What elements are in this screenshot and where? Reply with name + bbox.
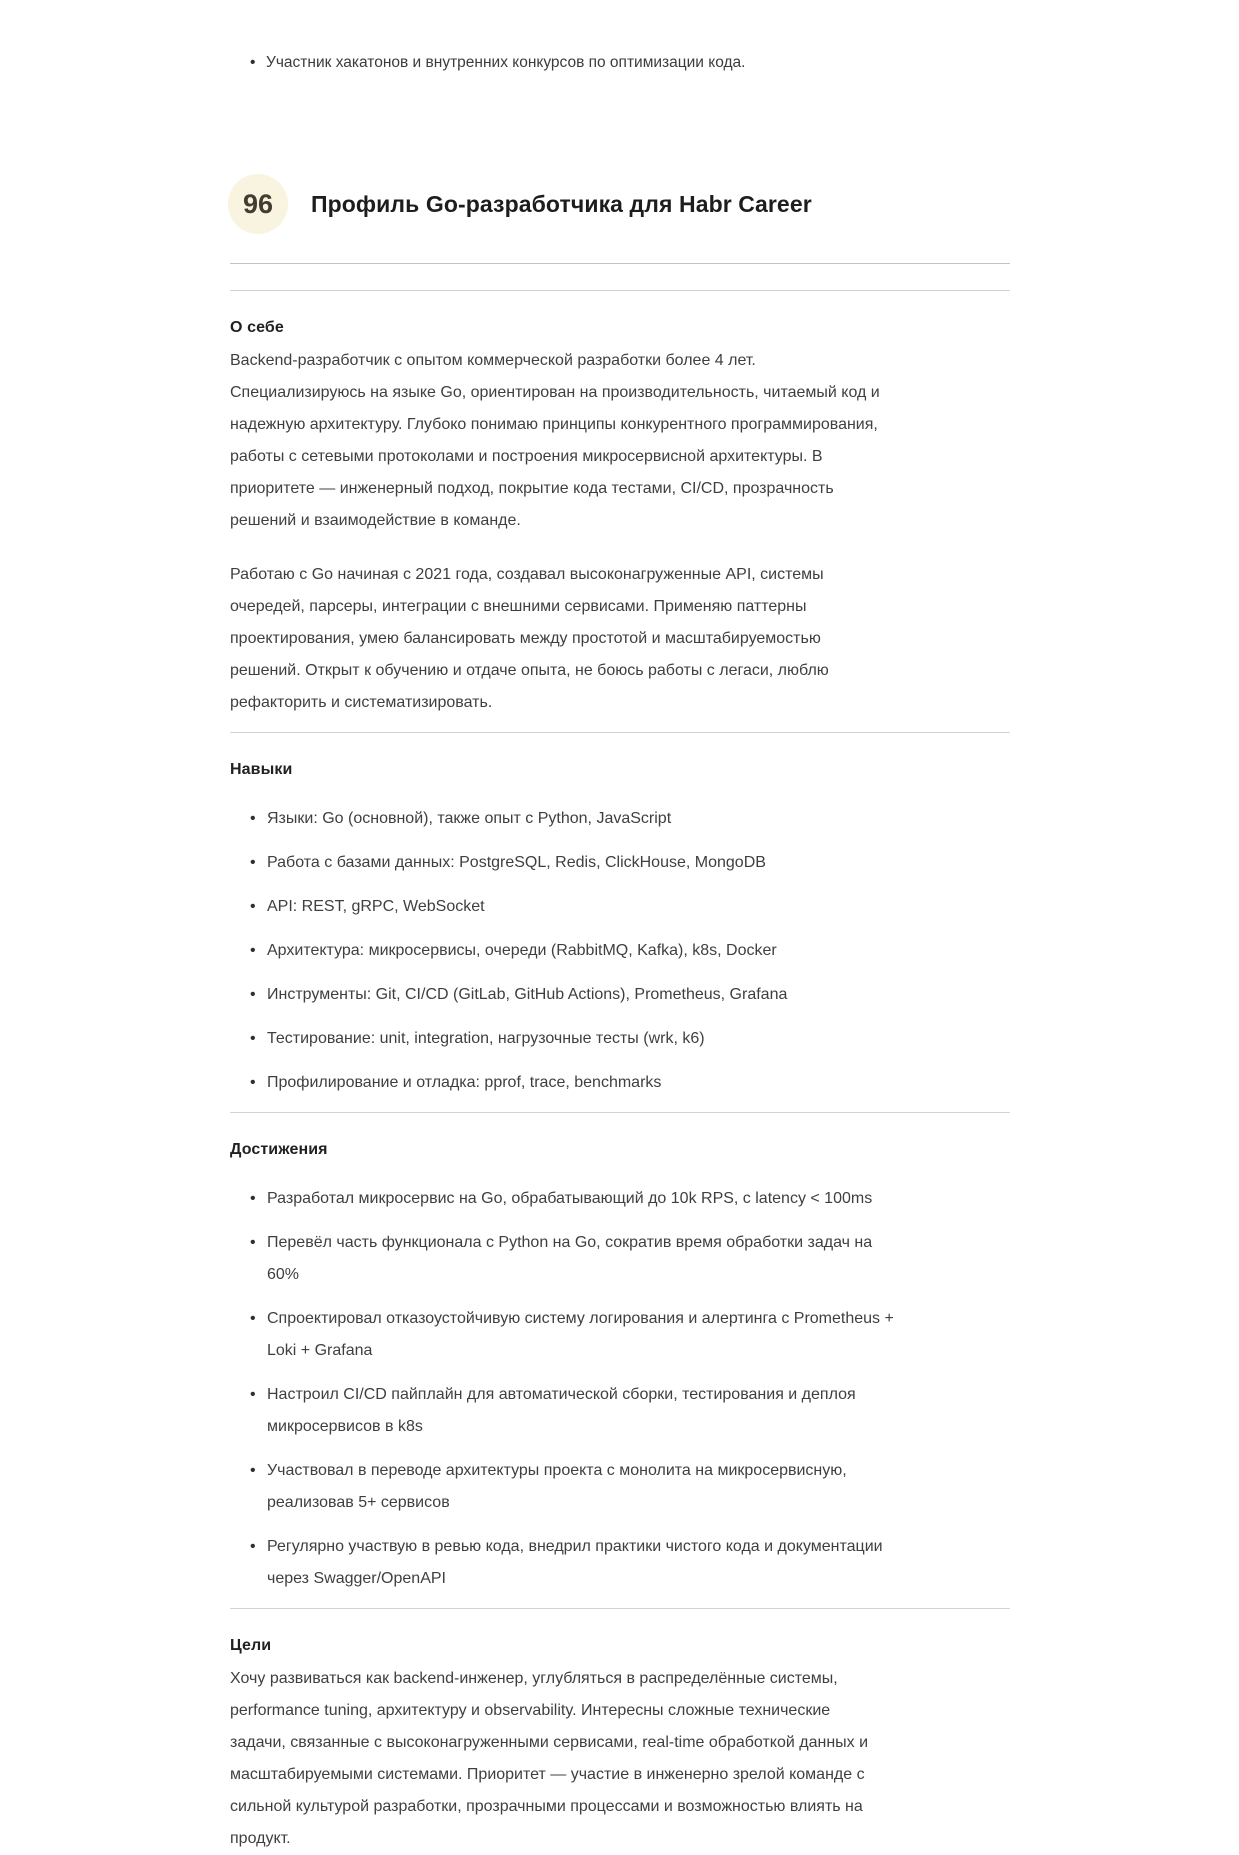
section-goals xyxy=(230,1637,1010,1855)
list-item: • Языки: Go (основной), также опыт с Python, JavaScript xyxy=(250,803,898,835)
paragraph: Backend-разработчик с опытом коммерческой разработки более 4 лет. Специализируюсь на языке Go, ориентирован на производительность, читаемый код и надежную архитектуру. Глубоко понимаю принципы конкурентного программирования, работы с сетевыми протоколами и построения микросервисной архитектуры. В приоритете — инженерный подход, покрытие кода тестами, CI/CD, прозрачность решений и взаимодействие в команде. xyxy=(230,352,880,529)
page-content xyxy=(230,52,1010,1855)
list-item: • Разработал микросервис на Go, обрабатывающий до 10k RPS, с latency < 100ms xyxy=(250,1183,898,1215)
intro-list xyxy=(250,52,1010,74)
achievements-list xyxy=(250,1183,1010,1595)
chapter-title: Профиль Go-разработчика для Habr Career xyxy=(311,190,812,217)
divider xyxy=(230,1112,1010,1113)
chapter-number-badge: 96 xyxy=(228,174,288,234)
section-heading-about: О себе xyxy=(230,319,284,336)
list-item: • Перевёл часть функционала с Python на Go, сократив время обработки задач на 60% xyxy=(250,1227,898,1291)
list-item: • Настроил CI/CD пайплайн для автоматической сборки, тестирования и деплоя микросервисов в k8s xyxy=(250,1379,898,1443)
list-item: • Профилирование и отладка: pprof, trace, benchmarks xyxy=(250,1067,898,1099)
section-heading-achievements: Достижения xyxy=(230,1141,328,1158)
section-heading-goals: Цели xyxy=(230,1637,272,1654)
section-heading-skills: Навыки xyxy=(230,761,293,778)
chapter-header xyxy=(228,174,1010,234)
list-item: • Участник хакатонов и внутренних конкурсов по оптимизации кода. xyxy=(250,52,1010,74)
list-item: • Участвовал в переводе архитектуры проекта с монолита на микросервисную, реализовав 5+ сервисов xyxy=(250,1455,898,1519)
paragraph: Хочу развиваться как backend-инженер, углубляться в распределённые системы, performance tuning, архитектуру и observability. Интересны сложные технические задачи, связанные с высоконагруженными сервисами, real-time обработкой данных и масштабируемыми системами. Приоритет — участие в инженерно зрелой команде с сильной культурой разработки, прозрачными процессами и возможностью влиять на продукт. xyxy=(230,1670,869,1847)
list-item: • Инструменты: Git, CI/CD (GitLab, GitHub Actions), Prometheus, Grafana xyxy=(250,979,898,1011)
divider xyxy=(230,732,1010,733)
list-item: • API: REST, gRPC, WebSocket xyxy=(250,891,898,923)
skills-list xyxy=(250,803,1010,1099)
section-achievements xyxy=(230,1141,1010,1595)
section-about xyxy=(230,319,1010,719)
list-item: • Регулярно участвую в ревью кода, внедрил практики чистого кода и документации через Swagger/OpenAPI xyxy=(250,1531,898,1595)
section-skills xyxy=(230,761,1010,1099)
list-item: • Спроектировал отказоустойчивую систему логирования и алертинга с Prometheus + Loki + Grafana xyxy=(250,1303,898,1367)
paragraph: Работаю с Go начиная с 2021 года, создавал высоконагруженные API, системы очередей, парсеры, интеграции с внешними сервисами. Применяю паттерны проектирования, умею балансировать между простотой и масштабируемостью решений. Открыт к обучению и отдаче опыта, не боюсь работы с легаси, люблю рефакторить и систематизировать. xyxy=(230,566,829,711)
list-item: • Тестирование: unit, integration, нагрузочные тесты (wrk, k6) xyxy=(250,1023,898,1055)
list-item: • Архитектура: микросервисы, очереди (RabbitMQ, Kafka), k8s, Docker xyxy=(250,935,898,967)
divider xyxy=(230,290,1010,291)
divider xyxy=(230,1608,1010,1609)
divider xyxy=(230,263,1010,264)
list-item: • Работа с базами данных: PostgreSQL, Redis, ClickHouse, MongoDB xyxy=(250,847,898,879)
